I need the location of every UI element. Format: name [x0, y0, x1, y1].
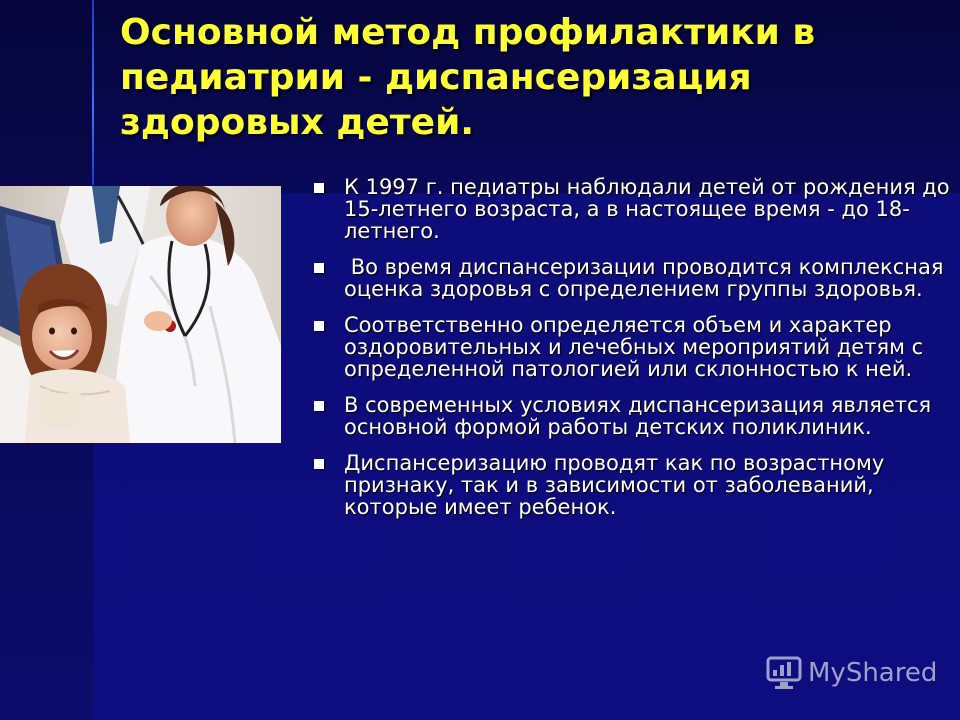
bullet-text: Соответственно определяется объем и характер оздоровительных и лечебных мероприятий детям с определенной патологией или склонностью к ней. [344, 313, 924, 381]
watermark-text: MyShared [808, 658, 938, 688]
watermark [766, 655, 937, 691]
square-bullet-icon [314, 459, 324, 469]
myshared-logo-icon [766, 656, 802, 690]
list-item [312, 452, 952, 518]
square-bullet-icon [314, 321, 324, 331]
slide-title: Основной метод профилактики в педиатрии - диспансеризация здоровых детей. [120, 12, 816, 143]
bullet-list [312, 176, 952, 532]
square-bullet-icon [314, 183, 324, 193]
bullet-text: Диспансеризацию проводят как по возрастному признаку, так и в зависимости от заболеваний, которые имеет ребенок. [344, 451, 885, 519]
doctor-examining-child-photo [0, 186, 281, 443]
square-bullet-icon [314, 401, 324, 411]
list-item [312, 314, 952, 380]
bullet-text: К 1997 г. педиатры наблюдали детей от рождения до 15-летнего возраста, а в настоящее время - до 18-летнего. [344, 175, 950, 243]
list-item [312, 176, 952, 242]
list-item [312, 256, 952, 300]
bullet-text: В современных условиях диспансеризация является основной формой работы детских поликлиник. [344, 393, 932, 439]
photo-illustration [0, 186, 281, 443]
list-item [312, 394, 952, 438]
bullet-text: Во время диспансеризации проводится комплексная оценка здоровья с определением группы здоровья. [344, 255, 951, 301]
square-bullet-icon [314, 263, 324, 273]
accent-line [92, 0, 94, 185]
